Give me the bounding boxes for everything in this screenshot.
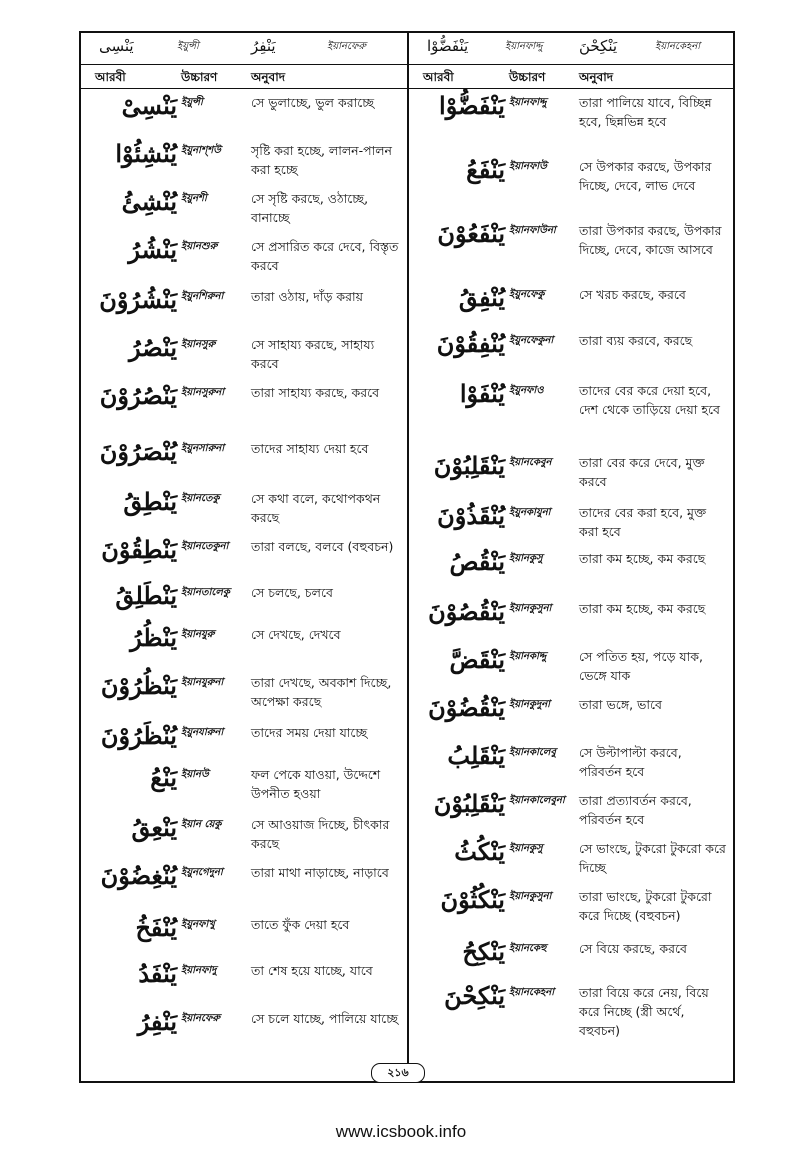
entry-pronunciation: ইয়ুনফাও	[509, 385, 544, 396]
entry-arabic-word: يَنْشُرُ	[128, 235, 177, 264]
entry-arabic-word: يَنْكِحُ	[462, 937, 505, 966]
entry-meaning: তারা ব্যয় করবে, করছে	[579, 333, 693, 348]
entry-pronunciation: ইয়ুনশী	[181, 193, 207, 204]
entry-pronunciation: ইয়ানতেকুনা	[181, 541, 229, 552]
entry-pronunciation: ইয়ানফাদ্দু	[509, 97, 547, 108]
entry-meaning: সে প্রসারিত করে দেবে, বিস্তৃত করবে	[251, 239, 399, 273]
entry-pronunciation: ইয়ানতেকু	[181, 493, 220, 504]
entry-pronunciation: ইয়ানকুসু	[509, 553, 543, 564]
header-pronunciation-left: উচ্চারণ	[181, 70, 218, 84]
entry-pronunciation: ইয়ুনকাযুনা	[509, 507, 551, 518]
entry-meaning: তাদের সাহায্য দেয়া হবে	[251, 441, 369, 456]
entry-meaning: তাতে ফুঁক দেয়া হবে	[251, 917, 350, 932]
entry-pronunciation: ইয়ুনসারুনা	[181, 443, 225, 454]
entry-pronunciation: ইয়ানফেরু	[181, 1013, 220, 1024]
running-header-left-item: يَنْسِى	[99, 37, 134, 55]
entry-meaning: সে পতিত হয়, পড়ে যাক, ভেঙ্গে যাক	[579, 649, 703, 683]
entry-arabic-word: يُنْفِقُوْنَ	[436, 329, 505, 358]
entry-pronunciation: ইয়ুনযারুনা	[181, 727, 224, 738]
entry-arabic-word: يَنْصُرُوْنَ	[99, 381, 177, 410]
entry-arabic-word: يُنْشِئُوْا	[115, 139, 177, 168]
entry-pronunciation: ইয়ানকালেবুনা	[509, 795, 565, 806]
entry-pronunciation: ইয়ানযুরুনা	[181, 677, 224, 688]
entry-meaning: তারা কম হচ্ছে, কম করছে	[579, 551, 706, 566]
entry-pronunciation: ইয়ানউ	[181, 769, 209, 780]
entry-meaning: সে সাহায্য করছে, সাহায্য করবে	[251, 337, 375, 371]
entry-meaning: সে দেখছে, দেখবে	[251, 627, 341, 642]
entry-pronunciation: ইয়ানশুরু	[181, 241, 218, 252]
entry-arabic-word: يَنْكُثُوْنَ	[440, 885, 505, 914]
entry-pronunciation: ইয়ানকেবুন	[509, 457, 552, 468]
entry-meaning: তারা উপকার করছে, উপকার দিচ্ছে, দেবে, কাজে আসবে	[579, 223, 722, 257]
entry-meaning: তা শেষ হয়ে যাচ্ছে, যাবে	[251, 963, 373, 978]
entry-meaning: সে ভাংছে, টুকরো টুকরো করে দিচ্ছে	[579, 841, 726, 875]
entry-pronunciation: ইয়ানকেহু	[509, 943, 547, 954]
running-header-right-item: يَنْفَضُّوْا	[427, 37, 469, 55]
footer-url[interactable]: www.icsbook.info	[335, 1122, 467, 1141]
entry-arabic-word: يَنْصُرُ	[129, 333, 177, 362]
entry-meaning: তারা বলছে, বলবে (বহুবচন)	[251, 539, 394, 554]
entry-arabic-word: يَنْقُضُوْنَ	[428, 693, 505, 722]
entry-arabic-word: يُنْشِئُ	[121, 187, 177, 216]
entry-pronunciation: ইয়ানফাউনা	[509, 225, 556, 236]
entry-meaning: সে ভুলাচ্ছে, ভুল করাচ্ছে	[251, 95, 375, 110]
entry-meaning: সে চলে যাচ্ছে, পালিয়ে যাচ্ছে	[251, 1011, 399, 1026]
entry-arabic-word: يُنْفَخُ	[135, 913, 177, 942]
running-header-right-item: يَنْكِحْنَ	[579, 37, 618, 55]
entry-pronunciation: ইয়ুনশিরুনা	[181, 291, 224, 302]
entry-meaning: তারা সাহায্য করছে, করবে	[251, 385, 380, 400]
entry-meaning: সে চলছে, চলবে	[251, 585, 333, 600]
entry-meaning: তারা পালিয়ে যাবে, বিচ্ছিন্ন হবে, ছিন্নভিন্ন হবে	[579, 95, 712, 129]
entry-arabic-word: يَنْظُرُ	[130, 623, 177, 652]
entry-meaning: তারা ভঙ্গে, ভাবে	[579, 697, 662, 712]
entry-arabic-word: يُنْصَرُوْنَ	[99, 437, 177, 466]
entry-arabic-word: يُنْغِضُوْنَ	[100, 861, 177, 890]
entry-meaning: সে সৃষ্টি করছে, ওঠাচ্ছে, বানাচ্ছে	[251, 191, 369, 225]
running-header-left-item: يَنْفِرُ	[251, 37, 276, 55]
entry-pronunciation: ইয়ুনফেকুনা	[509, 335, 554, 346]
entry-arabic-word: يَنْظُرُوْنَ	[100, 671, 177, 700]
entry-arabic-word: يَنْفِرُ	[137, 1007, 177, 1036]
entry-arabic-word: يَنْكِحْنَ	[444, 981, 505, 1010]
running-header-right-item: ইয়ানফাদ্দু	[505, 41, 543, 52]
entry-pronunciation: ইয়ানকাদ্দু	[509, 651, 547, 662]
entry-meaning: তারা প্রত্যাবর্তন করবে, পরিবর্তন হবে	[579, 793, 692, 827]
entry-arabic-word: يَنْقَلِبُوْنَ	[433, 451, 505, 480]
running-header-left-item: ইয়ানফেরু	[327, 41, 366, 52]
entry-pronunciation: ইয়ানকুসুনা	[509, 891, 552, 902]
running-header-right	[409, 33, 735, 65]
entry-arabic-word: يَنْقَلِبُ	[447, 741, 505, 770]
column-divider	[407, 33, 409, 1081]
entry-meaning: তারা দেখছে, অবকাশ দিচ্ছে, অপেক্ষা করছে	[251, 675, 392, 709]
entry-pronunciation: ইয়ানতালেকু	[181, 587, 230, 598]
entry-arabic-word: يَنْفَدُ	[138, 959, 177, 988]
entry-arabic-word: يَنْقَلِبُوْنَ	[433, 789, 505, 818]
entry-arabic-word: يَنْعِقُ	[131, 813, 177, 842]
entry-pronunciation: ইয়ানকেহনা	[509, 987, 555, 998]
entry-meaning: তারা বের করে দেবে, মুক্ত করবে	[579, 455, 705, 489]
entry-meaning: তারা কম হচ্ছে, কম করছে	[579, 601, 706, 616]
entry-meaning: তারা ওঠায়, দাঁড় করায়	[251, 289, 363, 304]
header-pronunciation-right: উচ্চারণ	[509, 70, 546, 84]
header-arabic-right: আরবী	[423, 70, 454, 84]
entry-meaning: তাদের সময় দেয়া যাচ্ছে	[251, 725, 368, 740]
entry-meaning: তাদের বের করে দেয়া হবে, দেশ থেকে তাড়িয়ে দেয়া হবে	[579, 383, 720, 417]
entry-arabic-word: يَنْفَعُ	[466, 155, 505, 184]
entry-arabic-word: يُنْفَوْا	[459, 379, 505, 408]
running-header-right-item: ইয়ানকেহনা	[655, 41, 701, 52]
running-header-left	[81, 33, 407, 65]
entry-arabic-word: يَنْقُصُ	[449, 547, 505, 576]
running-header-left-item: ইয়ুন্সী	[177, 41, 199, 52]
entry-arabic-word: يَنْعُ	[150, 763, 177, 792]
entry-pronunciation: ইয়ানকুসু	[509, 843, 543, 854]
entry-pronunciation: ইয়ানফাউ	[509, 161, 547, 172]
entry-arabic-word: يَنْشُرُوْنَ	[99, 285, 177, 314]
entry-arabic-word: يَنْطِقُ	[123, 487, 177, 516]
entry-arabic-word: يَنْفَضُّوْا	[439, 91, 505, 120]
entry-arabic-word: يُنْقَذُوْنَ	[437, 501, 505, 530]
entry-meaning: ফল পেকে যাওয়া, উদ্দেশে উপনীত হওয়া	[251, 767, 381, 801]
entry-arabic-word: يَنْطَلِقُ	[115, 581, 177, 610]
entry-meaning: তারা মাথা নাড়াচ্ছে, নাড়াবে	[251, 865, 389, 880]
entry-meaning: সে কথা বলে, কথোপকথন করছে	[251, 491, 381, 525]
entry-pronunciation: ইয়ানকালেবু	[509, 747, 556, 758]
entry-meaning: সে আওয়াজ দিচ্ছে, চীৎকার করছে	[251, 817, 390, 851]
entry-pronunciation: ইয়ানকুসুনা	[509, 603, 552, 614]
entry-pronunciation: ইয়ান য়েকু	[181, 819, 222, 830]
page-number: ২১৬	[371, 1063, 425, 1083]
entry-pronunciation: ইয়ানসুরুনা	[181, 387, 225, 398]
dictionary-page	[79, 31, 735, 1083]
entry-arabic-word: يُنْفِقُ	[458, 283, 505, 312]
entry-pronunciation: ইয়ানযুরু	[181, 629, 215, 640]
entry-arabic-word: يُنْظَرُوْنَ	[100, 721, 177, 750]
entry-meaning: সে উল্টাপাল্টা করবে, পরিবর্তন হবে	[579, 745, 682, 779]
entry-pronunciation: ইয়ুন্সী	[181, 97, 203, 108]
entry-arabic-word: يَنْكُثُ	[454, 837, 505, 866]
entry-pronunciation: ইয়ানসুরু	[181, 339, 216, 350]
entry-pronunciation: ইয়ুনফেকু	[509, 289, 545, 300]
entry-pronunciation: ইয়ুনাশ্শউ	[181, 145, 221, 156]
header-meaning-right: অনুবাদ	[579, 70, 614, 84]
entry-arabic-word: يَنْقَضَّ	[449, 645, 505, 674]
entry-meaning: সে খরচ করছে, করবে	[579, 287, 686, 302]
entry-arabic-word: يَنْفَعُوْنَ	[437, 219, 505, 248]
entry-meaning: সে উপকার করছে, উপকার দিচ্ছে, দেবে, লাভ দেবে	[579, 159, 712, 193]
entry-meaning: সে বিয়ে করছে, করবে	[579, 941, 687, 956]
entry-pronunciation: ইয়ুনফাখু	[181, 919, 215, 930]
entry-pronunciation: ইয়ানকুদুনা	[509, 699, 551, 710]
entry-meaning: তারা বিয়ে করে নেয়, বিয়ে করে নিচ্ছে (স্ত্রী অর্থে, বহুবচন)	[579, 985, 709, 1038]
entry-arabic-word: يَنْسِىْ	[121, 91, 177, 120]
entry-pronunciation: ইয়ুনগেদুনা	[181, 867, 223, 878]
entry-pronunciation: ইয়ানফাদু	[181, 965, 217, 976]
entry-arabic-word: يَنْطِقُوْنَ	[101, 535, 177, 564]
header-arabic-left: আরবী	[95, 70, 126, 84]
header-meaning-left: অনুবাদ	[251, 70, 286, 84]
entry-meaning: সৃষ্টি করা হচ্ছে, লালন-পালন করা হচ্ছে	[251, 143, 392, 177]
entry-arabic-word: يَنْقُصُوْنَ	[428, 597, 505, 626]
entry-meaning: তারা ভাংছে, টুকরো টুকরো করে দিচ্ছে (বহুবচন)	[579, 889, 712, 923]
entry-meaning: তাদের বের করা হবে, মুক্ত করা হবে	[579, 505, 707, 539]
